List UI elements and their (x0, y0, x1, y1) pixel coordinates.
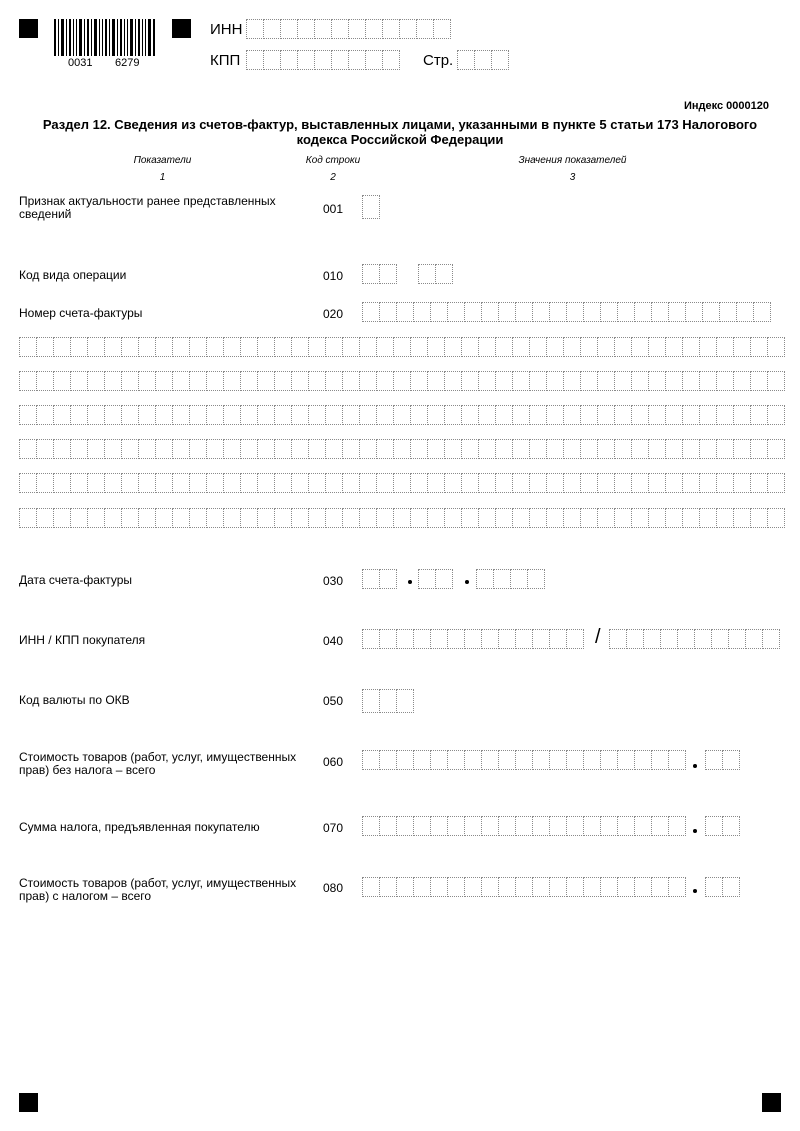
row-001-code: 001 (323, 202, 344, 216)
form-index: Индекс 0000120 (683, 100, 769, 112)
date-separator-1 (408, 580, 412, 584)
row-020-continuation-2[interactable] (19, 371, 785, 391)
row-020-cells[interactable] (362, 302, 771, 322)
row-070-integer-cells[interactable] (362, 816, 686, 836)
row-050-code: 050 (323, 694, 344, 708)
row-040-code: 040 (323, 634, 344, 648)
inn-label: ИНН (210, 21, 243, 38)
decimal-separator-070 (693, 829, 697, 833)
inn-cells[interactable] (246, 19, 451, 39)
corner-marker-bottom-right (762, 1093, 781, 1112)
row-040-label: ИНН / КПП покупателя (19, 633, 146, 647)
row-010-label: Код вида операции (19, 268, 127, 282)
row-050-label: Код валюты по ОКВ (19, 693, 130, 707)
row-030-month-cells[interactable] (418, 569, 453, 589)
row-020-continuation-3[interactable] (19, 405, 785, 425)
row-001-label: Признак актуальности ранее представленных сведений (19, 194, 276, 221)
inn-kpp-separator: / (595, 626, 601, 648)
corner-marker-top-right (172, 19, 191, 38)
section-title: Раздел 12. Сведения из счетов-фактур, выставленных лицами, указанными в пункте 5 статьи 173 Налогового кодекса Российской Федерации (42, 117, 758, 147)
decimal-separator-080 (693, 889, 697, 893)
row-030-day-cells[interactable] (362, 569, 397, 589)
col-line-code-num: 2 (330, 172, 336, 183)
barcode (54, 19, 157, 56)
row-060-code: 060 (323, 755, 344, 769)
row-080-integer-cells[interactable] (362, 877, 686, 897)
kpp-label: КПП (210, 52, 241, 69)
col-values: Значения показателей (518, 155, 627, 166)
col-line-code: Код строки (305, 155, 361, 166)
row-050-cells[interactable] (362, 689, 414, 713)
col-values-num: 3 (569, 172, 576, 183)
row-020-continuation-5[interactable] (19, 473, 785, 493)
row-020-continuation-4[interactable] (19, 439, 785, 459)
row-030-code: 030 (323, 574, 344, 588)
row-020-label: Номер счета-фактуры (19, 306, 143, 320)
row-020-continuation-1[interactable] (19, 337, 785, 357)
row-010-code: 010 (323, 269, 344, 283)
row-080-label: Стоимость товаров (работ, услуг, имущественных прав) с налогом – всего (19, 876, 297, 903)
barcode-right-code: 6279 (115, 57, 140, 69)
row-040-inn-cells[interactable] (362, 629, 584, 649)
row-080-code: 080 (323, 881, 344, 895)
row-030-label: Дата счета-фактуры (19, 573, 133, 587)
col-indicators: Показатели (133, 155, 192, 166)
row-060-integer-cells[interactable] (362, 750, 686, 770)
row-001-cells[interactable] (362, 195, 380, 219)
col-indicators-num: 1 (159, 172, 166, 183)
row-070-label: Сумма налога, предъявленная покупателю (19, 820, 260, 834)
row-010-cells-a[interactable] (362, 264, 397, 284)
page-number-cells[interactable] (457, 50, 509, 70)
row-070-code: 070 (323, 821, 344, 835)
decimal-separator-060 (693, 764, 697, 768)
date-separator-2 (465, 580, 469, 584)
row-060-label: Стоимость товаров (работ, услуг, имущественных прав) без налога – всего (19, 750, 297, 777)
row-020-code: 020 (323, 307, 344, 321)
kpp-cells[interactable] (246, 50, 400, 70)
row-080-fraction-cells[interactable] (705, 877, 740, 897)
row-020-continuation-6[interactable] (19, 508, 785, 528)
corner-marker-bottom-left (19, 1093, 38, 1112)
corner-marker-top-left (19, 19, 38, 38)
page-label: Стр. (423, 52, 454, 69)
row-010-cells-b[interactable] (418, 264, 453, 284)
row-030-year-cells[interactable] (476, 569, 545, 589)
row-060-fraction-cells[interactable] (705, 750, 740, 770)
row-040-kpp-cells[interactable] (609, 629, 780, 649)
barcode-left-code: 0031 (68, 57, 93, 69)
row-070-fraction-cells[interactable] (705, 816, 740, 836)
